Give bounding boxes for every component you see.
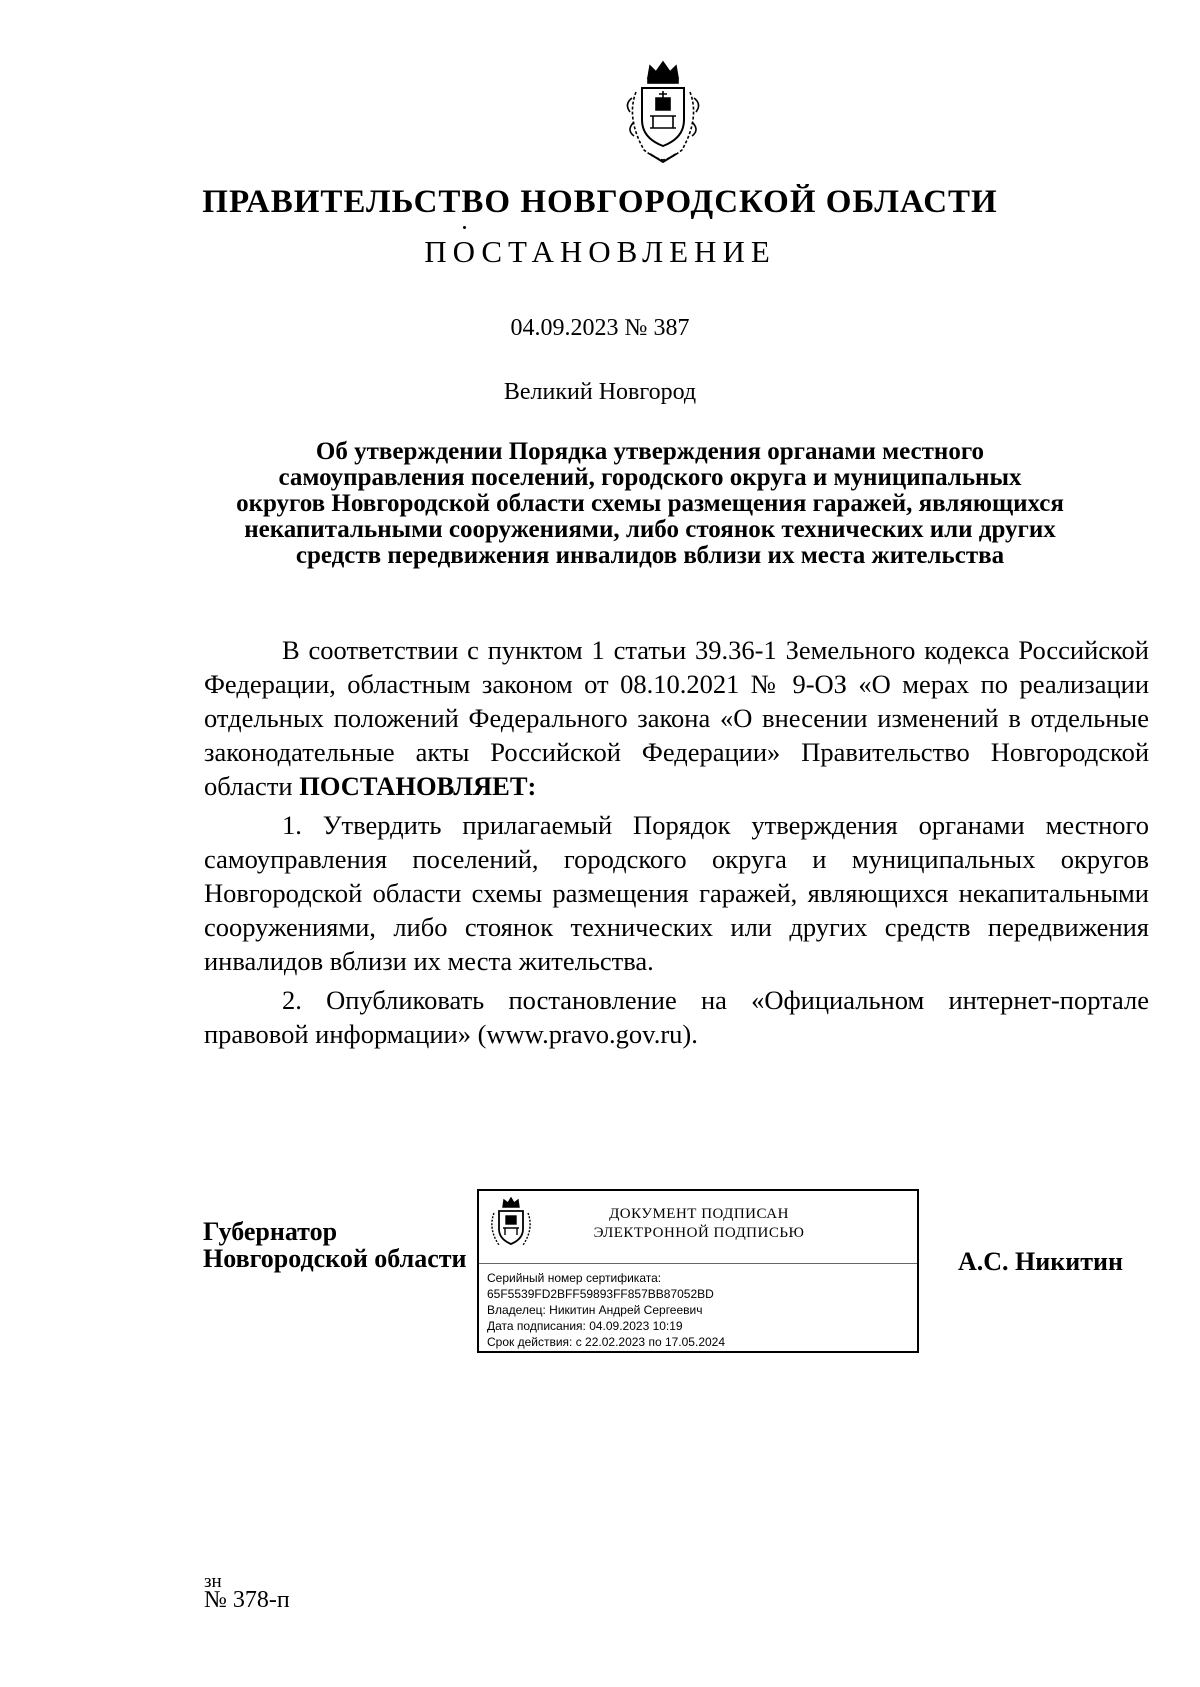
subject-line: округов Новгородской области схемы размещения гаражей, являющихся bbox=[236, 490, 1064, 517]
signatory-name: А.С. Никитин bbox=[958, 1247, 1123, 1276]
document-subject bbox=[200, 439, 1100, 569]
preamble-text: В соответствии с пунктом 1 статьи 39.36-1 Земельного кодекса Российской Федерации, областным законом от 08.10.2021 № 9-ОЗ «О мерах по реализации отдельных положений Федерального закона «О внесении изменений в отдельные законодательные акты Российской Федерации» Правительство Новгородской области bbox=[204, 635, 1149, 801]
electronic-signature-stamp bbox=[477, 1189, 919, 1353]
position-line-2: Новгородской области bbox=[203, 1244, 467, 1273]
subject-line: средств передвижения инвалидов вблизи их места жительства bbox=[295, 542, 1005, 569]
document-body bbox=[204, 633, 1149, 1051]
cert-validity: Срок действия: с 22.02.2023 по 17.05.2024 bbox=[487, 1335, 726, 1349]
stamp-header-line-1: ДОКУМЕНТ ПОДПИСАН bbox=[609, 1206, 789, 1222]
position-line-1: Губернатор bbox=[203, 1217, 338, 1246]
stamp-header-line-2: ЭЛЕКТРОННОЙ ПОДПИСЬЮ bbox=[593, 1225, 805, 1241]
footer-number: № 378-п bbox=[204, 1587, 290, 1613]
document-date-number: 04.09.2023 № 387 bbox=[510, 315, 690, 341]
coat-of-arms-icon bbox=[620, 58, 706, 166]
preamble-paragraph bbox=[204, 633, 1149, 803]
document-city: Великий Новгород bbox=[503, 379, 697, 405]
stamp-details bbox=[487, 1270, 725, 1350]
stamp-header bbox=[549, 1205, 849, 1243]
resolves-keyword: ПОСТАНОВЛЯЕТ: bbox=[299, 771, 537, 801]
subject-line: самоуправления поселений, городского округа и муниципальных bbox=[278, 464, 1022, 491]
cert-serial: 65F5539FD2BFF59893FF857BB87052BD bbox=[487, 1287, 714, 1301]
coat-of-arms-icon bbox=[485, 1197, 537, 1251]
cert-owner: Владелец: Никитин Андрей Сергеевич bbox=[487, 1303, 703, 1317]
document-type-title: ПОСТАНОВЛЕНИЕ bbox=[424, 234, 776, 269]
signed-date: Дата подписания: 04.09.2023 10:19 bbox=[487, 1319, 683, 1333]
subject-line: Об утверждении Порядка утверждения органами местного bbox=[315, 438, 985, 465]
cert-label: Серийный номер сертификата: bbox=[487, 1271, 662, 1285]
item-2-paragraph: 2. Опубликовать постановление на «Официальном интернет-портале правовой информации» (www.pravo.gov.ru). bbox=[204, 985, 1149, 1049]
footer-initials: зн bbox=[204, 1571, 222, 1592]
organization-title: ПРАВИТЕЛЬСТВО НОВГОРОДСКОЙ ОБЛАСТИ bbox=[202, 184, 998, 220]
item-1-paragraph: 1. Утвердить прилагаемый Порядок утверждения органами местного самоуправления поселений, городского округа и муниципальных округов Новгородской области схемы размещения гаражей, являющихся некапитальными сооружениями, либо стоянок технических или других средств передвижения инвалидов вблизи их места жительства. bbox=[204, 810, 1149, 976]
stamp-divider bbox=[479, 1263, 917, 1264]
stray-dot bbox=[463, 226, 466, 229]
subject-line: некапитальными сооружениями, либо стоянок технических или других bbox=[244, 516, 1056, 543]
footer-registration bbox=[204, 1571, 290, 1613]
signatory-position bbox=[203, 1218, 467, 1272]
